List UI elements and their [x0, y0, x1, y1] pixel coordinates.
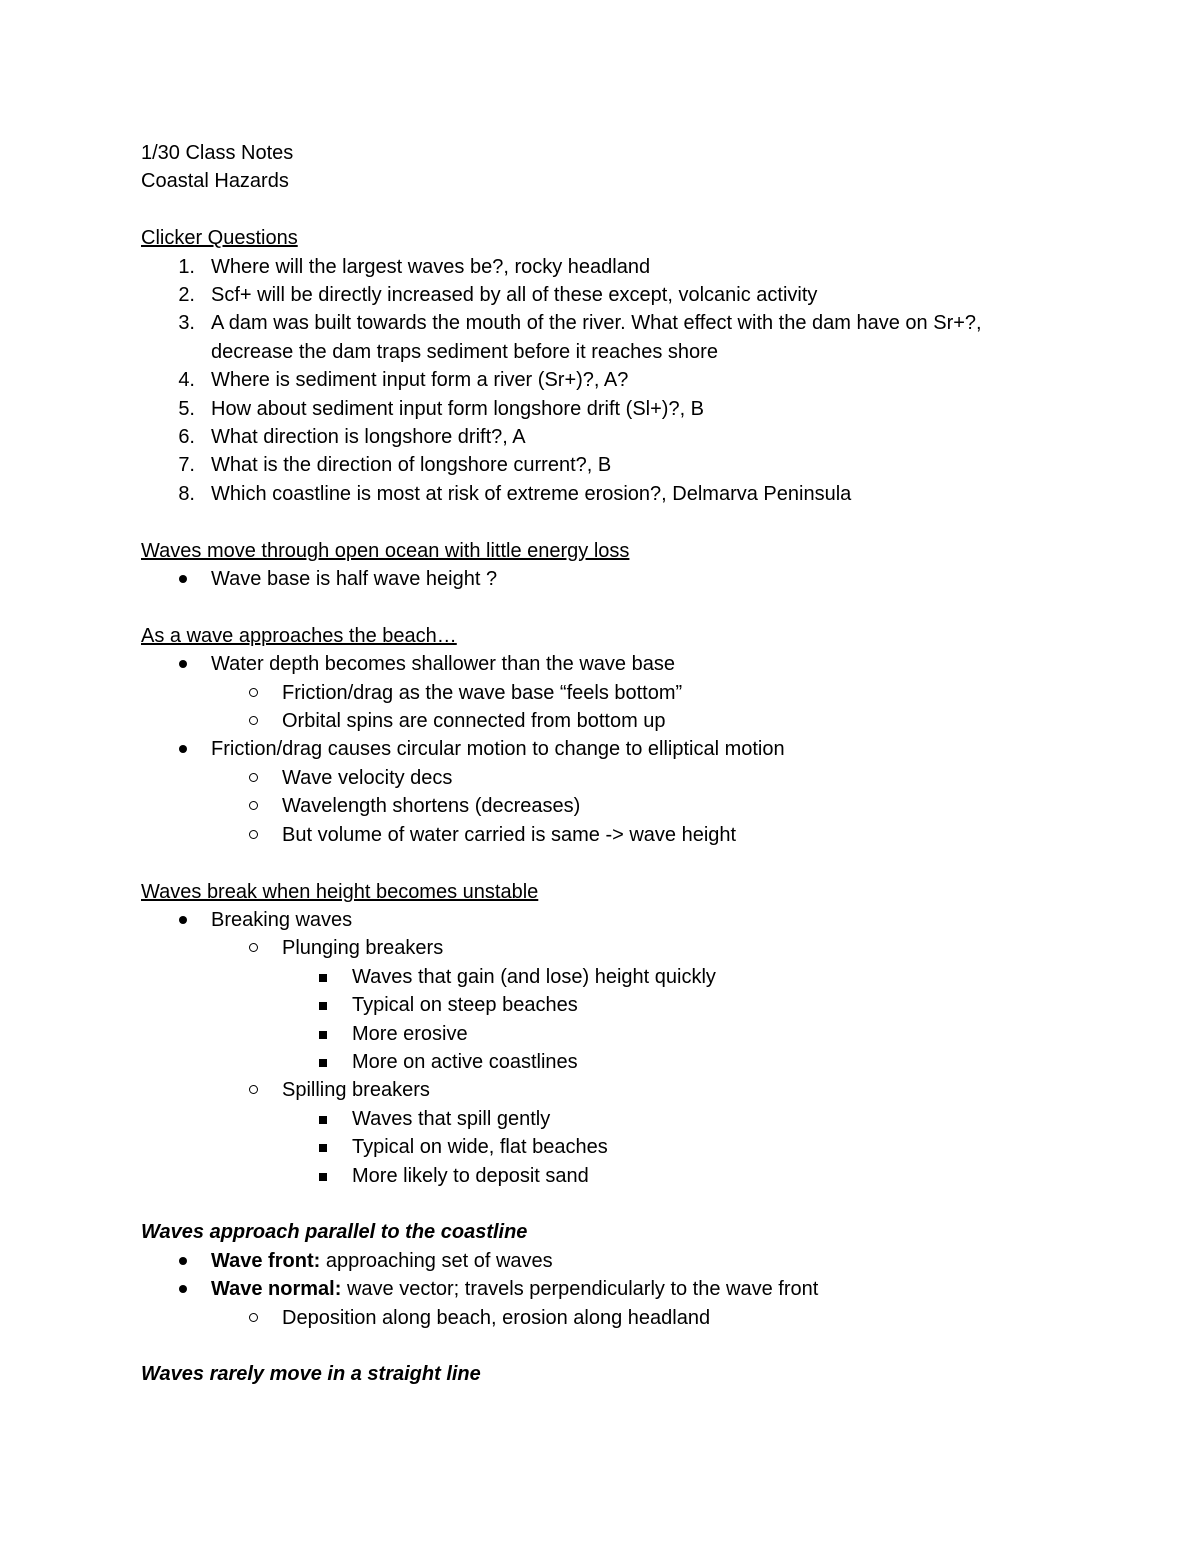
list-item: More likely to deposit sand [141, 1162, 1101, 1190]
list-item: Wave front: approaching set of waves [141, 1247, 1101, 1275]
bullet-circle-icon [249, 943, 258, 952]
straight-heading: Waves rarely move in a straight line [141, 1363, 481, 1386]
topic-title: Coastal Hazards [141, 170, 289, 193]
list-item: Deposition along beach, erosion along headland [141, 1304, 1101, 1332]
bullet-circle-icon [249, 1085, 258, 1094]
bullet-circle-icon [249, 801, 258, 810]
list-item: Spilling breakers [141, 1076, 1101, 1104]
open-ocean-heading: Waves move through open ocean with little energy loss [141, 539, 630, 562]
bullet-disc-icon [179, 660, 187, 668]
list-item: Wave velocity decs [141, 764, 1101, 792]
clicker-heading: Clicker Questions [141, 227, 298, 250]
list-item: Friction/drag as the wave base “feels bottom” [141, 679, 1101, 707]
list-item: 8. Which coastline is most at risk of extreme erosion?, Delmarva Peninsula [178, 482, 852, 505]
list-item: 3. A dam was built towards the mouth of the river. What effect with the dam have on Sr+?, decrease the dam traps sediment before it reaches shore [178, 312, 982, 363]
breaking-heading: Waves break when height becomes unstable [141, 880, 539, 903]
bullet-disc-icon [179, 1257, 187, 1265]
list-item: Typical on steep beaches [141, 991, 1101, 1019]
bullet-circle-icon [249, 1313, 258, 1322]
bullet-disc-icon [179, 575, 187, 583]
list-item: Waves that gain (and lose) height quickly [141, 963, 1101, 991]
bullet-square-icon [319, 1116, 327, 1124]
list-item: Wavelength shortens (decreases) [141, 792, 1101, 820]
list-item: But volume of water carried is same -> wave height [141, 821, 1101, 849]
list-item: Breaking waves [141, 906, 1101, 934]
approach-heading: As a wave approaches the beach… [141, 624, 457, 647]
bullet-square-icon [319, 1059, 327, 1067]
bullet-circle-icon [249, 773, 258, 782]
bullet-square-icon [319, 974, 327, 982]
list-item: Wave base is half wave height ? [141, 565, 1101, 593]
list-item: 1. Where will the largest waves be?, rocky headland [178, 255, 651, 278]
list-item: Wave normal: wave vector; travels perpendicularly to the wave front [141, 1275, 1101, 1303]
date-title: 1/30 Class Notes [141, 142, 294, 164]
list-item: 2. Scf+ will be directly increased by all of these except, volcanic activity [178, 284, 818, 307]
bullet-square-icon [319, 1144, 327, 1152]
bullet-disc-icon [179, 745, 187, 753]
list-item: 4. Where is sediment input form a river (Sr+)?, A? [178, 369, 629, 392]
list-item: Water depth becomes shallower than the wave base [141, 650, 1101, 678]
list-item: Plunging breakers [141, 934, 1101, 962]
list-item: Waves that spill gently [141, 1105, 1101, 1133]
bullet-circle-icon [249, 688, 258, 697]
list-item: Orbital spins are connected from bottom up [141, 707, 1101, 735]
list-item: More on active coastlines [141, 1048, 1101, 1076]
bullet-square-icon [319, 1031, 327, 1039]
clicker-list [141, 253, 1101, 509]
bullet-circle-icon [249, 716, 258, 725]
list-item: Typical on wide, flat beaches [141, 1133, 1101, 1161]
list-item: 5. How about sediment input form longshore drift (Sl+)?, B [178, 397, 705, 420]
list-item: 7. What is the direction of longshore current?, B [178, 454, 612, 477]
bullet-disc-icon [179, 916, 187, 924]
bullet-square-icon [319, 1002, 327, 1010]
bullet-square-icon [319, 1173, 327, 1181]
list-item: Friction/drag causes circular motion to change to elliptical motion [141, 735, 1101, 763]
list-item: More erosive [141, 1020, 1101, 1048]
list-item: 6. What direction is longshore drift?, A [178, 426, 526, 449]
bullet-circle-icon [249, 830, 258, 839]
parallel-heading: Waves approach parallel to the coastline [141, 1221, 528, 1244]
notes-page [141, 139, 1101, 1389]
bullet-disc-icon [179, 1285, 187, 1293]
